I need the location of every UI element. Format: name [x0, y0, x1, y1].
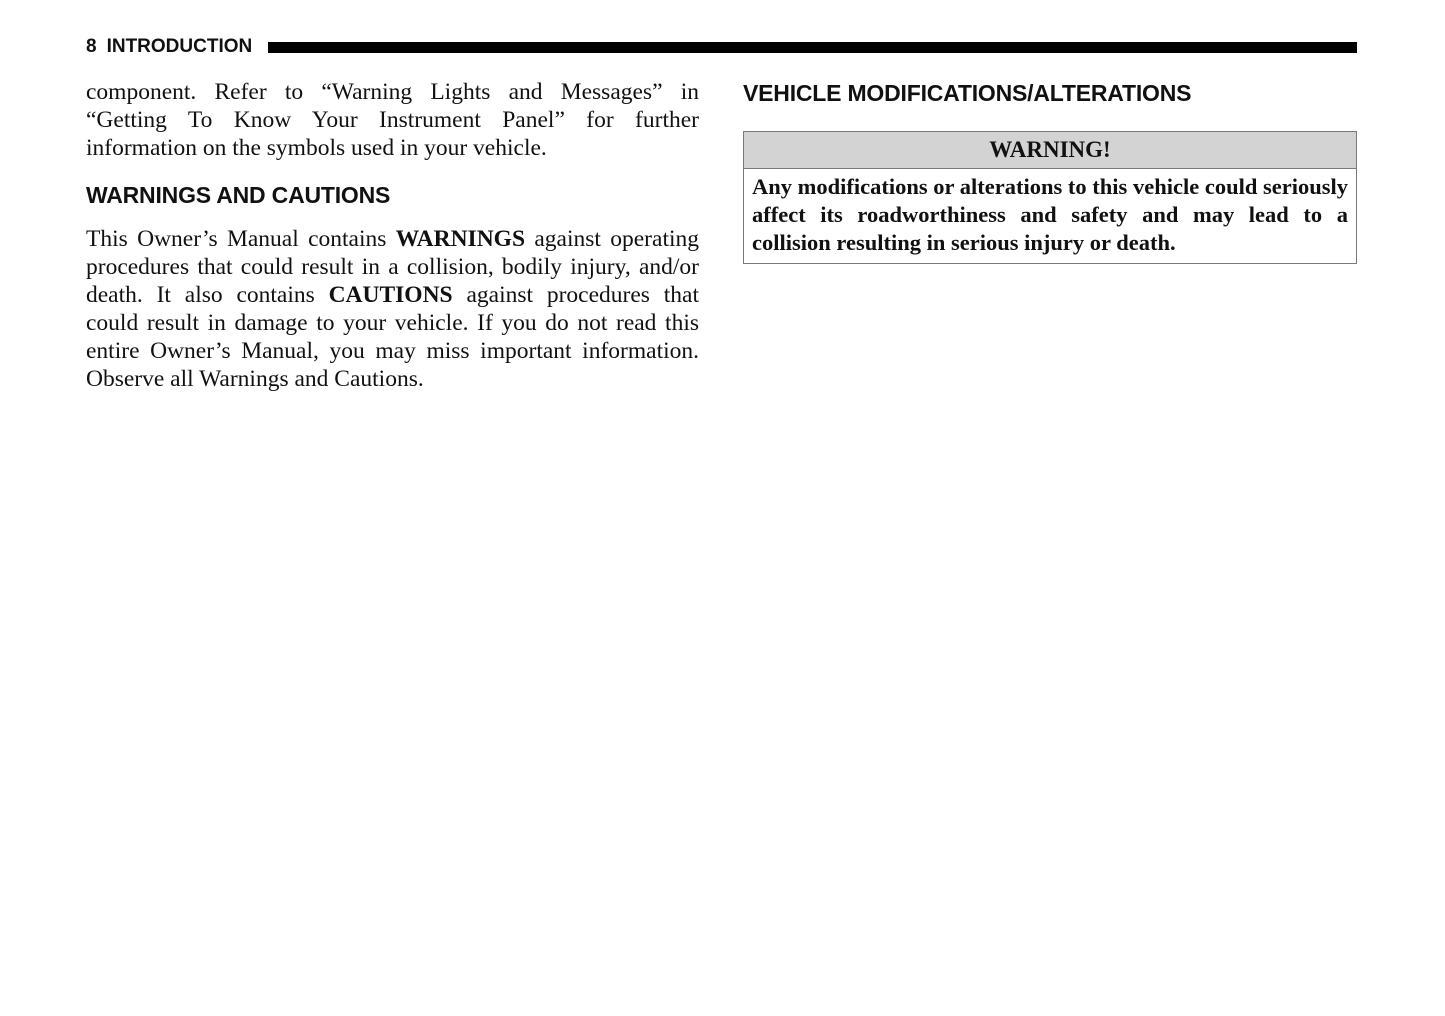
- warning-box: [743, 131, 1357, 264]
- warning-title: WARNING!: [744, 132, 1356, 169]
- cautions-bold-term: CAUTIONS: [328, 282, 453, 308]
- page-number: 8: [86, 36, 97, 57]
- left-column: [86, 78, 699, 393]
- warnings-text-part1: This Owner’s Manual contains: [86, 226, 396, 252]
- warnings-bold-term: WARNINGS: [395, 226, 526, 252]
- section-title: INTRODUCTION: [106, 36, 253, 57]
- vehicle-modifications-heading: VEHICLE MODIFICATIONS/ALTERATIONS: [743, 80, 1192, 106]
- warnings-paragraph: [86, 225, 699, 393]
- warnings-cautions-heading: WARNINGS AND CAUTIONS: [86, 182, 391, 208]
- intro-paragraph: component. Refer to “Warning Lights and Messages” in “Getting To Know Your Instrument Panel” for further information on the symbols used in your vehicle.: [86, 79, 699, 161]
- warnings-text-part2: against operating procedures that could result in a collision, bodily injury, and/or death. It also contains: [86, 226, 700, 308]
- warnings-text-part3: against procedures that could result in damage to your vehicle. If you do not read this entire Owner’s Manual, you may miss important information. Observe all Warnings and Cautions.: [86, 282, 699, 392]
- header-rule: [268, 42, 1357, 53]
- right-column: [743, 78, 1357, 264]
- warning-text: Any modifications or alterations to this vehicle could seriously affect its roadworthiness and safety and may lead to a collision resulting in serious injury or death.: [752, 174, 1348, 255]
- page-header: [86, 36, 1357, 58]
